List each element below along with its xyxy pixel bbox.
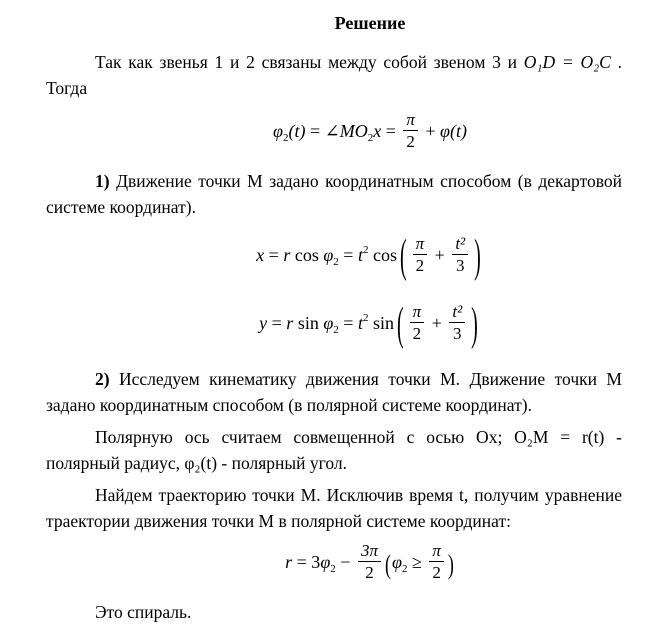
intro-tail-text: . Тогда (46, 52, 622, 98)
item-1-text: Движение точки М задано координатным способом (в декартовой системе координат). (46, 171, 622, 217)
paragraph-item-1 (46, 168, 622, 220)
formula-polar-trajectory: $r = 3\varphi_2$ − $\frac{3\pi}{2}$ ($\varphi_2$ ≥ $\frac{\pi}{2}$ ) (285, 541, 454, 583)
formula-x-coordinate: x = r $\cos \varphi_2 = t^2$ cos ( $\frac{\pi}{2}$ + $\frac{\text{t²}}{3}$ ) (256, 231, 481, 283)
paragraph-polar-axis: Полярную ось считаем совмещенной с осью Ox; O₂M = r(t) - полярный радиус, φ₂(t) - полярный угол. (46, 427, 622, 473)
intro-math-expression: O₁D = O₂C (523, 52, 611, 72)
item-2-text: Исследуем кинематику движения точки М. Движение точки М задано координатным способом (в полярной системе координат). (46, 369, 622, 415)
item-2-number: 2) (95, 369, 110, 389)
intro-lead-text: Так как звенья 1 и 2 связаны между собой звеном 3 и (95, 52, 524, 72)
formula-phi2: $\varphi_2(t)$ = $\angle MO_2x$ = $\frac{\pi}{2}$ + φ(t) (272, 110, 467, 152)
paragraph-intro (46, 49, 622, 101)
paragraph-conclusion: Это спираль. (95, 602, 192, 622)
item-1-number: 1) (95, 171, 110, 191)
document-title: Решение (334, 13, 406, 33)
paragraph-trajectory: Найдем траекторию точки М. Исключив время t, получим уравнение траектории движения точки М в полярной системе координат: (46, 485, 622, 531)
paragraph-item-2 (46, 366, 622, 418)
formula-y-coordinate: y = r $\sin \varphi_2 = t^2$ sin ( $\frac{\pi}{2}$ + $\frac{\text{t²}}{3}$ ) (259, 299, 478, 351)
